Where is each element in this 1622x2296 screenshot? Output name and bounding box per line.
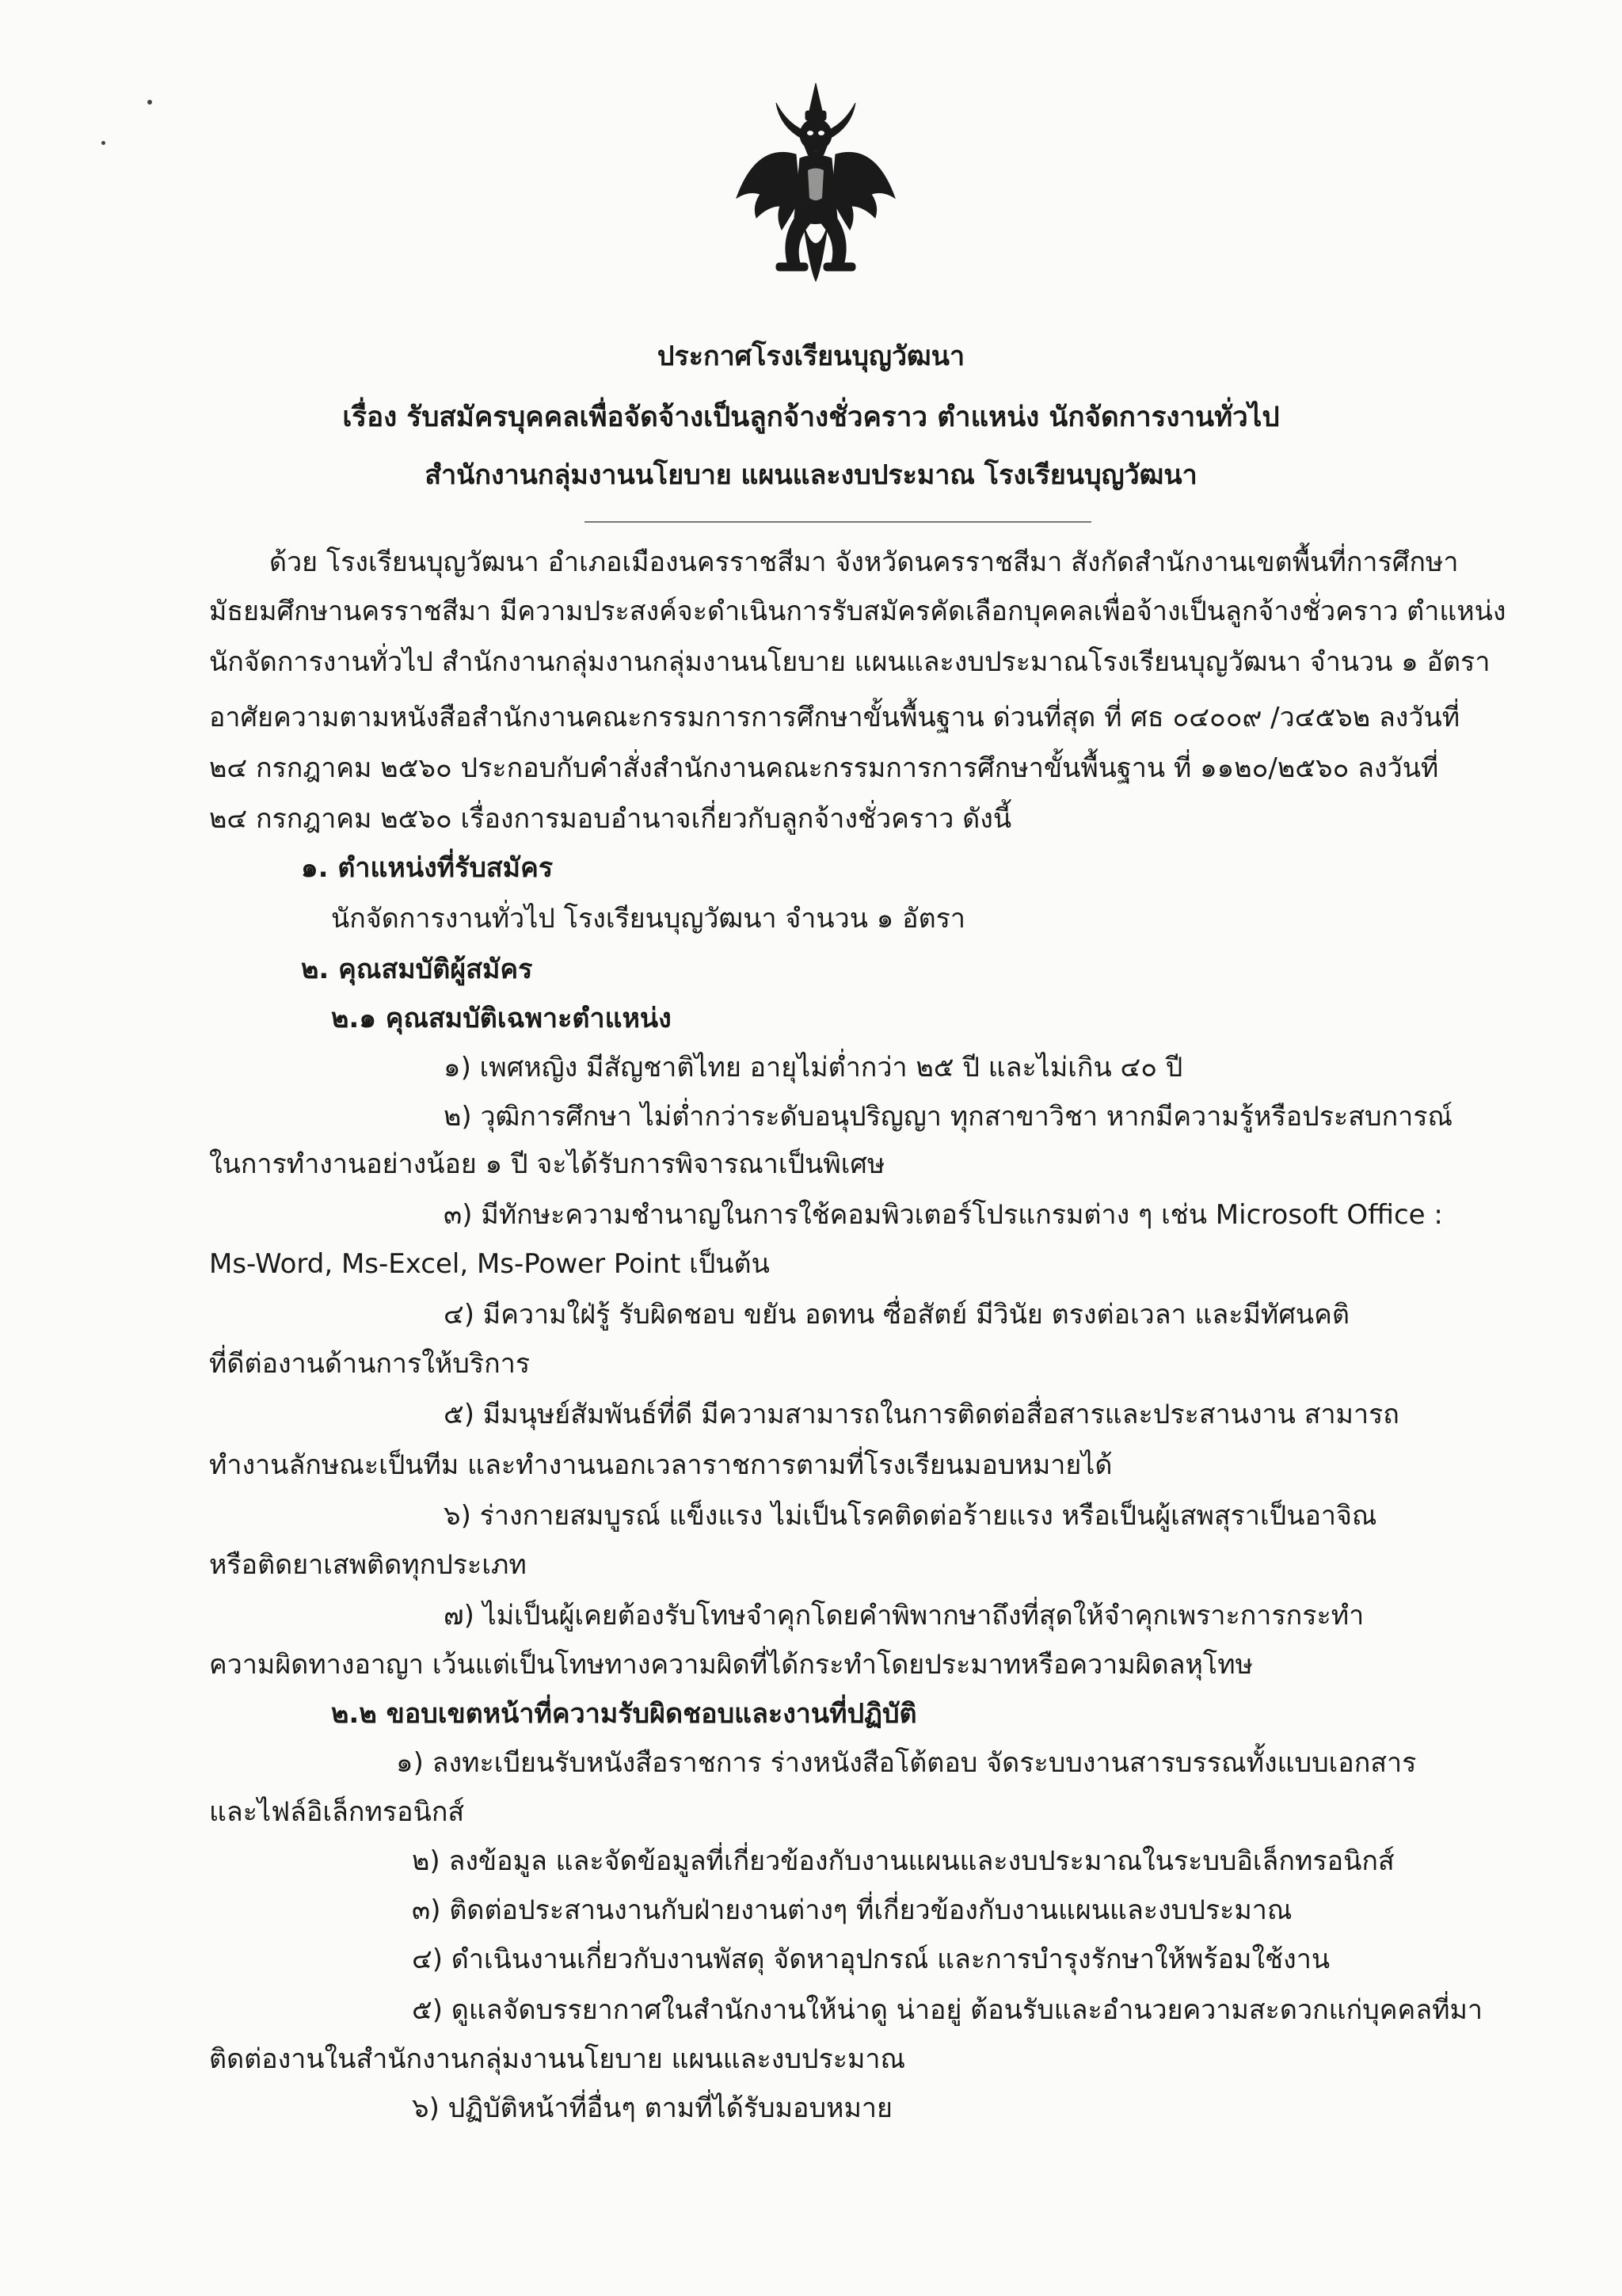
duty-line: ๕) ดูแลจัดบรรยากาศในสำนักงานให้น่าดู น่าอยู่ ต้อนรับและอำนวยความสะดวกแก่บุคคลที่มา	[412, 1994, 1483, 2026]
qualification-line: Ms-Word, Ms-Excel, Ms-Power Point เป็นต้น	[209, 1248, 770, 1280]
qualification-line: ในการทำงานอย่างน้อย ๑ ปี จะได้รับการพิจารณาเป็นพิเศษ	[209, 1148, 885, 1180]
header-divider	[584, 521, 1091, 523]
scan-speck	[147, 100, 152, 105]
qualification-line: ๗) ไม่เป็นผู้เคยต้องรับโทษจำคุกโดยคำพิพากษาถึงที่สุดให้จำคุกเพราะการกระทำ	[444, 1600, 1365, 1632]
section-2-2-heading: ๒.๒ ขอบเขตหน้าที่ความรับผิดชอบและงานที่ปฏิบัติ	[331, 1698, 917, 1730]
section-1-heading: ๑. ตำแหน่งที่รับสมัคร	[301, 852, 554, 884]
announcement-office: สำนักงานกลุ่มงานนโยบาย แผนและงบประมาณ โรงเรียนบุญวัฒนา	[425, 459, 1197, 491]
intro-line: ๒๔ กรกฎาคม ๒๕๖๐ ประกอบกับคำสั่งสำนักงานคณะกรรมการการศึกษาขั้นพื้นฐาน ที่ ๑๑๒๐/๒๕๖๐ ลงวันที่	[209, 752, 1439, 784]
scan-speck	[101, 141, 105, 145]
qualification-line: ทำงานลักษณะเป็นทีม และทำงานนอกเวลาราชการตามที่โรงเรียนมอบหมายได้	[209, 1449, 1113, 1481]
duty-line: ๓) ติดต่อประสานงานกับฝ่ายงานต่างๆ ที่เกี่ยวข้องกับงานแผนและงบประมาณ	[412, 1894, 1293, 1926]
announcement-title: ประกาศโรงเรียนบุญวัฒนา	[657, 341, 965, 372]
duty-line: ๒) ลงข้อมูล และจัดข้อมูลที่เกี่ยวข้องกับงานแผนและงบประมาณในระบบอิเล็กทรอนิกส์	[412, 1845, 1395, 1877]
qualification-line: ๓) มีทักษะความชำนาญในการใช้คอมพิวเตอร์โปรแกรมต่าง ๆ เช่น Microsoft Office :	[444, 1199, 1443, 1231]
intro-line: ด้วย โรงเรียนบุญวัฒนา อำเภอเมืองนครราชสีมา จังหวัดนครราชสีมา สังกัดสำนักงานเขตพื้นที่การศึกษา	[269, 546, 1459, 578]
duty-line: ๔) ดำเนินงานเกี่ยวกับงานพัสดุ จัดหาอุปกรณ์ และการบำรุงรักษาให้พร้อมใช้งาน	[412, 1944, 1331, 1975]
qualification-line: ที่ดีต่องานด้านการให้บริการ	[209, 1348, 531, 1380]
qualification-line: หรือติดยาเสพติดทุกประเภท	[209, 1549, 527, 1581]
announcement-subject: เรื่อง รับสมัครบุคคลเพื่อจัดจ้างเป็นลูกจ้างชั่วคราว ตำแหน่ง นักจัดการงานทั่วไป	[342, 402, 1280, 433]
intro-line: อาศัยความตามหนังสือสำนักงานคณะกรรมการการศึกษาขั้นพื้นฐาน ด่วนที่สุด ที่ ศธ ๐๔๐๐๙ /ว๔๕๖๒ ลงวันที่	[209, 702, 1460, 733]
duty-line: และไฟล์อิเล็กทรอนิกส์	[209, 1796, 465, 1828]
section-1-body: นักจัดการงานทั่วไป โรงเรียนบุญวัฒนา จำนวน ๑ อัตรา	[331, 903, 966, 935]
qualification-line: ๑) เพศหญิง มีสัญชาติไทย อายุไม่ต่ำกว่า ๒๕ ปี และไม่เกิน ๔๐ ปี	[444, 1052, 1183, 1083]
duty-line: ติดต่องานในสำนักงานกลุ่มงานนโยบาย แผนและงบประมาณ	[209, 2043, 906, 2075]
intro-line: นักจัดการงานทั่วไป สำนักงานกลุ่มงานกลุ่มงานนโยบาย แผนและงบประมาณโรงเรียนบุญวัฒนา จำนวน ๑ อัตรา	[209, 646, 1491, 678]
duty-line: ๖) ปฏิบัติหน้าที่อื่นๆ ตามที่ได้รับมอบหมาย	[412, 2092, 893, 2124]
duty-line: ๑) ลงทะเบียนรับหนังสือราชการ ร่างหนังสือโต้ตอบ จัดระบบงานสารบรรณทั้งแบบเอกสาร	[396, 1747, 1417, 1779]
intro-line: มัธยมศึกษานครราชสีมา มีความประสงค์จะดำเนินการรับสมัครคัดเลือกบุคคลเพื่อจ้างเป็นลูกจ้างชั่วคราว ตำแหน่ง	[209, 596, 1506, 627]
qualification-line: ๕) มีมนุษย์สัมพันธ์ที่ดี มีความสามารถในการติดต่อสื่อสารและประสานงาน สามารถ	[444, 1399, 1399, 1430]
qualification-line: ๖) ร่างกายสมบูรณ์ แข็งแรง ไม่เป็นโรคติดต่อร้ายแรง หรือเป็นผู้เสพสุราเป็นอาจิณ	[444, 1500, 1377, 1532]
section-2-heading: ๒. คุณสมบัติผู้สมัคร	[301, 954, 533, 985]
qualification-line: ๒) วุฒิการศึกษา ไม่ต่ำกว่าระดับอนุปริญญา ทุกสาขาวิชา หากมีความรู้หรือประสบการณ์	[444, 1101, 1453, 1133]
qualification-line: ความผิดทางอาญา เว้นแต่เป็นโทษทางความผิดที่ได้กระทำโดยประมาทหรือความผิดลหุโทษ	[209, 1649, 1254, 1681]
intro-line: ๒๔ กรกฎาคม ๒๕๖๐ เรื่องการมอบอำนาจเกี่ยวกับลูกจ้างชั่วคราว ดังนี้	[209, 803, 1012, 835]
qualification-line: ๔) มีความใฝ่รู้ รับผิดชอบ ขยัน อดทน ซื่อสัตย์ มีวินัย ตรงต่อเวลา และมีทัศนคติ	[444, 1299, 1350, 1331]
section-2-1-heading: ๒.๑ คุณสมบัติเฉพาะตำแหน่ง	[331, 1003, 672, 1034]
garuda-emblem-icon	[733, 79, 899, 309]
